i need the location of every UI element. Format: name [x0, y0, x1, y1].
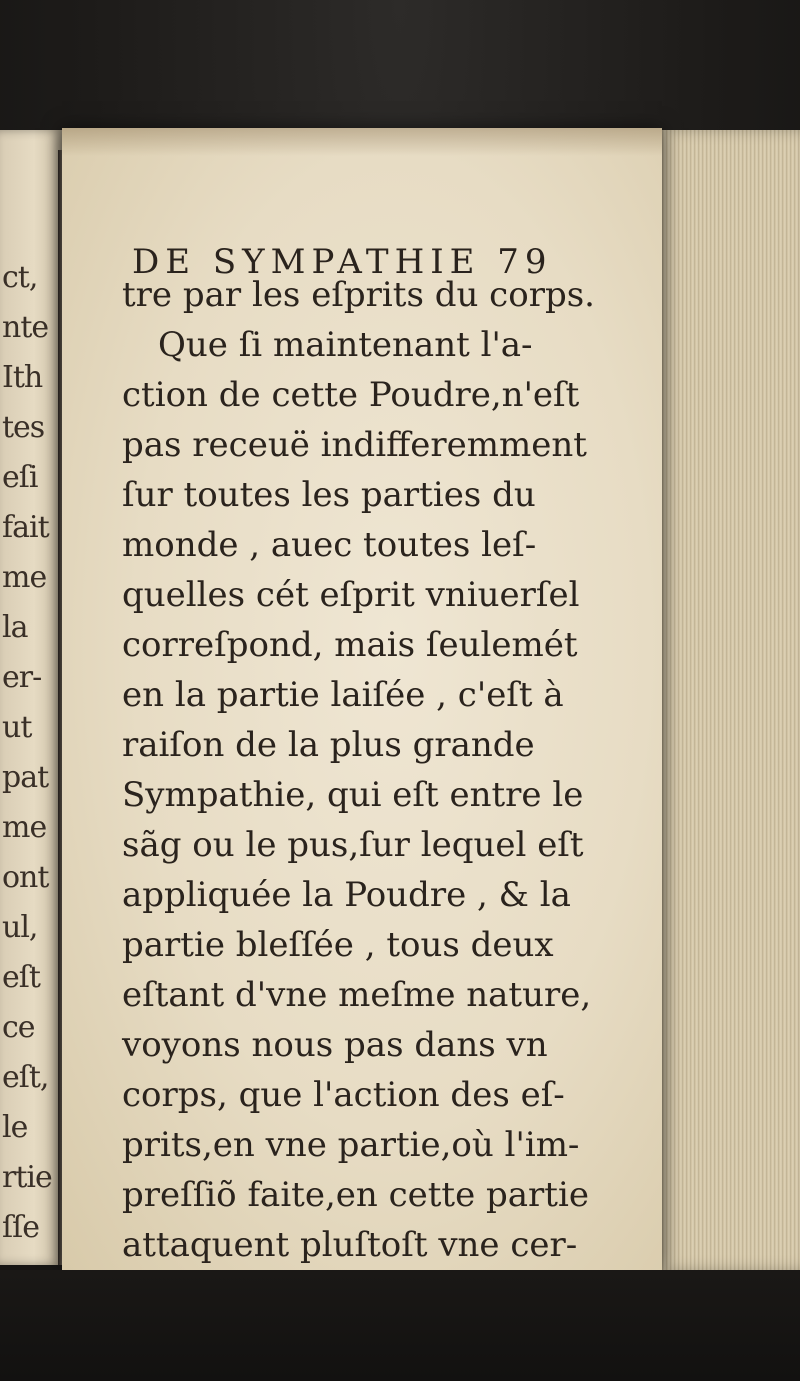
- facing-page-fragment: la: [2, 610, 28, 645]
- text-line: quelles cét eſprit vniuerſel: [122, 575, 580, 615]
- text-line: pas receuë indifferemment: [122, 425, 587, 465]
- facing-page-fragment: er-: [2, 660, 42, 695]
- facing-page-fragment: ont: [2, 860, 49, 895]
- text-line: ction de cette Poudre,n'eſt: [122, 375, 580, 415]
- facing-page-fragment: le: [2, 1110, 28, 1145]
- facing-page-fragment: eſt,: [2, 1060, 49, 1095]
- facing-page-fragment: eſi: [2, 460, 38, 495]
- facing-page-fragment: ſſe: [2, 1210, 39, 1245]
- facing-page-fragment: ut: [2, 710, 32, 745]
- facing-page-fragment: pat: [2, 760, 49, 795]
- text-line: Sympathie, qui eſt entre le: [122, 775, 584, 815]
- facing-page-fragment: ce: [2, 1010, 35, 1045]
- running-head: DE SYMPATHIE 79: [132, 242, 553, 282]
- facing-page-fragment: eſt: [2, 960, 40, 995]
- text-line: preſſiõ faite,en cette partie: [122, 1175, 589, 1215]
- text-line: tre par les eſprits du corps.: [122, 275, 595, 315]
- book-page: [62, 128, 662, 1270]
- text-line: eſtant d'vne meſme nature,: [122, 975, 592, 1015]
- background-surface: [0, 1270, 800, 1381]
- text-line: ſur toutes les parties du: [122, 475, 536, 515]
- text-line: correſpond, mais ſeulemét: [122, 625, 578, 665]
- text-line: monde , auec toutes leſ-: [122, 525, 537, 565]
- text-line: raiſon de la plus grande: [122, 725, 535, 765]
- text-line: prits,en vne partie,où l'im-: [122, 1125, 580, 1165]
- facing-page-fragment: fait: [2, 510, 49, 545]
- facing-page-fragment: tes: [2, 410, 45, 445]
- text-line: en la partie laiſée , c'eſt à: [122, 675, 564, 715]
- text-line: corps, que l'action des eſ-: [122, 1075, 565, 1115]
- facing-page-fragment: nte: [2, 310, 49, 345]
- facing-page-fragment: rtie: [2, 1160, 52, 1195]
- text-line: attaquent pluſtoſt vne cer-: [122, 1225, 578, 1265]
- text-line: partie bleſſée , tous deux: [122, 925, 554, 965]
- text-line: voyons nous pas dans vn: [122, 1025, 548, 1065]
- facing-page-fragment: me: [2, 560, 47, 595]
- facing-page-fragment: ul,: [2, 910, 38, 945]
- text-line: Que ſi maintenant l'a-: [158, 325, 533, 365]
- facing-page-fragment: ct,: [2, 260, 38, 295]
- facing-page-fragment: Ith: [2, 360, 43, 395]
- page-stack-edge: [655, 130, 800, 1270]
- facing-page-edge: [0, 130, 62, 1265]
- facing-page-fragment: me: [2, 810, 47, 845]
- text-line: sãg ou le pus,ſur lequel eſt: [122, 825, 584, 865]
- text-line: appliquée la Poudre , & la: [122, 875, 571, 915]
